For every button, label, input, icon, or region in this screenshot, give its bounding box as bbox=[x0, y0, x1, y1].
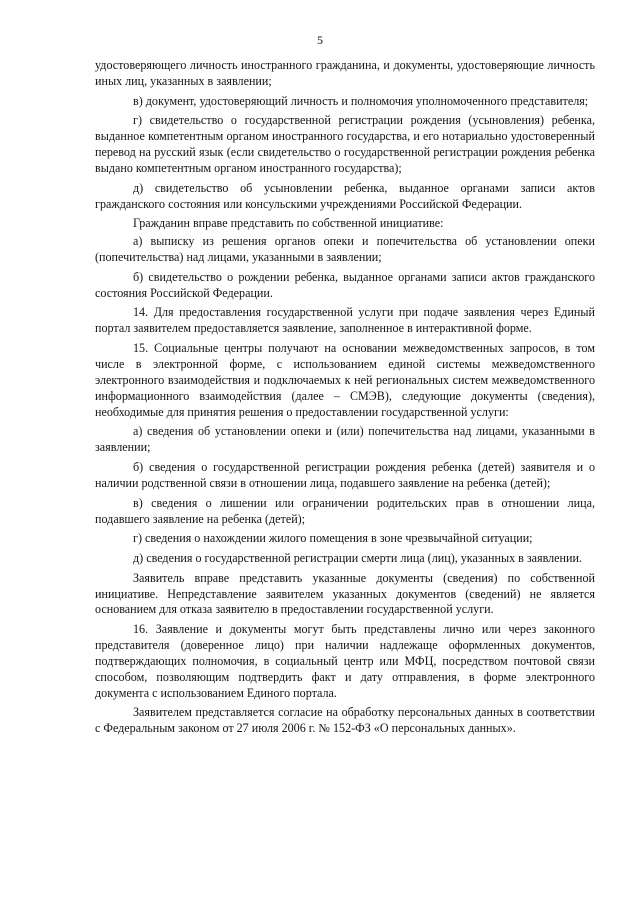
paragraph-item-a: а) сведения об установлении опеки и (или) попечительства над лицами, указанными в заявлении; bbox=[95, 424, 595, 455]
paragraph-item-d: д) сведения о государственной регистрации смерти лица (лиц), указанных в заявлении. bbox=[133, 550, 582, 565]
paragraph-item-a: а) выписку из решения органов опеки и попечительства об установлении опеки (попечительства) над лицами, указанными в заявлении; bbox=[95, 234, 595, 265]
page-number: 5 bbox=[317, 33, 323, 47]
paragraph-item-v: в) документ, удостоверяющий личность и полномочия уполномоченного представителя; bbox=[133, 93, 589, 108]
document-body bbox=[95, 58, 595, 741]
paragraph-item-b: б) сведения о государственной регистрации рождения ребенка (детей) заявителя и о наличии родственной связи в отношении лица, подавшего заявление на ребенка (детей); bbox=[95, 460, 595, 490]
paragraph-applicant-right: Заявитель вправе представить указанные документы (сведения) по собственной инициативе. Непредставление заявителем указанных документов (сведений) не является основанием для отказа заявителю в предоставлении государственной услуги. bbox=[95, 570, 595, 617]
paragraph-item-g: г) сведения о нахождении жилого помещения в зоне чрезвычайной ситуации; bbox=[133, 531, 533, 546]
paragraph-personal-data-consent: Заявителем представляется согласие на обработку персональных данных в соответствии с Федеральным законом от 27 июля 2006 г. № 152-ФЗ «О персональных данных». bbox=[95, 705, 595, 736]
paragraph-item-v: в) сведения о лишении или ограничении родительских прав в отношении лица, подавшего заявление на ребенка (детей); bbox=[95, 495, 595, 526]
paragraph-item-b: б) свидетельство о рождении ребенка, выданное органами записи актов гражданского состояния Российской Федерации. bbox=[95, 269, 595, 300]
paragraph-continuation: удостоверяющего личность иностранного гражданина, и документы, удостоверяющие личность иных лиц, указанных в заявлении; bbox=[95, 58, 595, 88]
paragraph-clause-15: 15. Социальные центры получают на основании межведомственных запросов, в том числе в электронной форме, с использованием единой системы межведомственного электронного взаимодействия и подключаемых к ней региональных систем межведомственного информационного взаимодействия (далее – СМЭВ), следующие документы (сведения), необходимые для принятия решения о предоставлении государственной услуги: bbox=[95, 341, 595, 419]
paragraph-item-d: д) свидетельство об усыновлении ребенка, выданное органами записи актов гражданского состояния или консульскими учреждениями Российской Федерации. bbox=[95, 180, 595, 211]
paragraph-item-g: г) свидетельство о государственной регистрации рождения (усыновления) ребенка, выданное компетентным органом иностранного государства, и его нотариально удостоверенный перевод на русский язык (если свидетельство о государственной регистрации рождения ребенка выдано компетентным органом иностранного государства); bbox=[95, 113, 595, 176]
paragraph-own-initiative: Гражданин вправе представить по собственной инициативе: bbox=[133, 216, 444, 231]
paragraph-clause-16: 16. Заявление и документы могут быть представлены лично или через законного представителя (доверенное лицо) при наличии надлежаще оформленных документов, подтверждающих полномочия, в социальный центр или МФЦ, посредством почтовой связи способом, позволяющим подтвердить факт и дату отправления, в форме электронного документа с использованием Единого портала. bbox=[95, 622, 595, 700]
paragraph-clause-14: 14. Для предоставления государственной услуги при подаче заявления через Единый портал заявителем предоставляется заявление, заполненное в интерактивной форме. bbox=[95, 305, 595, 336]
